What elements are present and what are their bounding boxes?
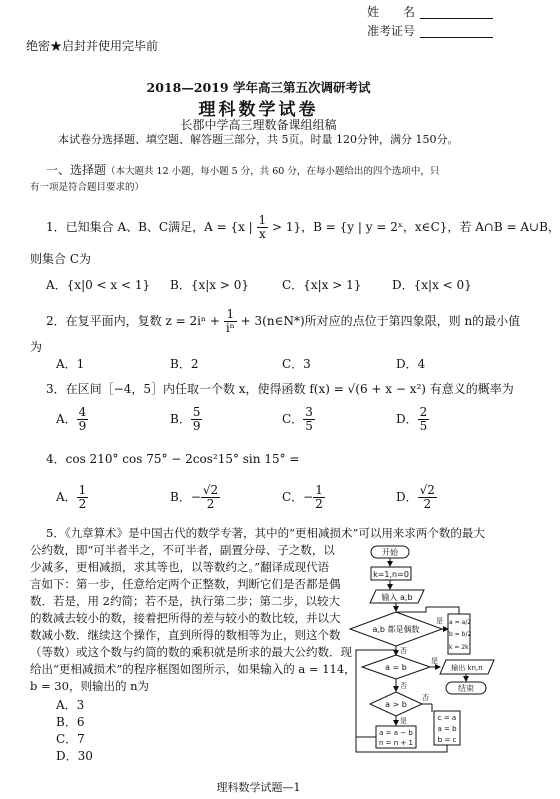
q4-opt-b-num: √2 [202, 483, 219, 497]
q3-opt-b-letter: B． [170, 412, 191, 426]
fc-yes-3: 是 [400, 717, 407, 725]
q1-stem [46, 214, 560, 241]
fc-start-text: 开始 [382, 548, 398, 557]
section-desc: （本大题共 12 小题，每小题 5 分，共 60 分，在每小题给出的四个选项中，只 [106, 166, 440, 177]
q3-opt-d[interactable] [396, 406, 429, 433]
fc-init-box [371, 567, 411, 580]
q5-line-9: 给出“更相减损术”的程序框图如图所示，如果输入的 a = 114， [30, 662, 356, 676]
q5-line-8: （等数）或这个数与约简的数的乘积就是所求的最大公约数．现 [30, 645, 352, 659]
fc-yes-2: 是 [431, 657, 438, 665]
section-heading [46, 163, 439, 179]
intro-text: 本试卷分选择题、填空题、解答题三部分，共 5页。时量 120分钟，满分 150分。 [58, 133, 459, 146]
q3-opt-d-num: 2 [419, 405, 428, 419]
q4-opt-c-den: 2 [315, 497, 323, 511]
q3-opt-b-frac [191, 406, 203, 433]
fc-gt-text: a > b [385, 700, 407, 709]
q4-opt-c[interactable] [282, 484, 325, 511]
q5-opt-c[interactable]: C．7 [56, 732, 85, 746]
q3-opt-a-num: 4 [78, 405, 87, 419]
q1-opt-b[interactable]: B．{x|x > 0} [170, 278, 249, 292]
fc-swap-a: a = b [437, 725, 457, 733]
paper-title: 理科数学试卷 [198, 100, 319, 120]
fc-sub-box [376, 726, 416, 748]
org-label: 长郡中学高三理数备课组组稿 [180, 118, 337, 132]
fc-input-box [370, 590, 424, 603]
fc-eq-diamond [362, 655, 430, 679]
q5-line-5: 数．若是，用 2约简；若不是，执行第二步；第二步，以较大 [30, 594, 340, 608]
q5-opt-b[interactable]: B．6 [56, 715, 85, 729]
fc-yes-1: 是 [436, 617, 443, 625]
q2-stem [46, 308, 520, 335]
q3-opt-d-den: 5 [419, 419, 428, 433]
secret-label: 绝密★启封并使用完毕前 [26, 39, 159, 53]
q4-opt-d-num: √2 [419, 483, 435, 497]
q4-opt-c-num: 1 [315, 483, 323, 497]
q2-opt-c[interactable]: C．3 [282, 357, 311, 371]
fc-input-text: 输入 a,b [381, 593, 413, 602]
q2-post: + 3(n∈N*)所对应的点位于第四象限，则 n的最小值 [236, 314, 521, 328]
q2-opt-d[interactable]: D．4 [396, 357, 426, 371]
q1-line2: 则集合 C为 [30, 252, 91, 266]
q3-opt-c-num: 3 [305, 405, 313, 419]
fc-output-text: 输出 kn,n [451, 664, 483, 672]
q5-line-7: 数减小数．继续这个操作，直到所得的数相等为止，则这个数 [30, 628, 341, 642]
fc-inc-text: n = n + 1 [379, 739, 413, 747]
fc-sub-text: a = a − b [379, 729, 413, 737]
fc-start-box [371, 546, 409, 558]
section-title: 一、选择题 [46, 163, 107, 177]
name-field[interactable] [420, 18, 493, 19]
q3-opt-c-den: 5 [305, 419, 313, 433]
q5-line-3: 少减多，更相减损，求其等也，以等数约之。”翻译成现代语 [30, 560, 330, 574]
q3-opt-d-frac [418, 406, 430, 433]
q3-opt-a[interactable] [56, 406, 88, 433]
fc-no-3: 否 [422, 694, 429, 702]
id-field[interactable] [420, 37, 493, 38]
q4-opt-d-den: 2 [423, 497, 432, 511]
name-label: 姓 名 [367, 5, 416, 19]
q3-opt-c-frac [303, 406, 315, 433]
fc-even-diamond [350, 612, 442, 646]
q3-opt-b[interactable] [170, 406, 202, 433]
q4-opt-d-letter: D． [396, 490, 418, 504]
q2-opt-b[interactable]: B．2 [170, 357, 199, 371]
fc-gt-diamond [370, 692, 422, 716]
q4-opt-b-den: 2 [206, 497, 215, 511]
q4-opt-d-frac [418, 484, 437, 511]
q2-num: 1 [224, 308, 237, 322]
q4-opt-a-frac [77, 484, 89, 511]
fc-swap-b: b = c [437, 736, 457, 744]
q4-opt-b[interactable] [170, 484, 220, 511]
q3-opt-c[interactable] [282, 406, 315, 433]
q5-line-6: 的数减去较小的数，接着把所得的差与较小的数比较，并以大 [30, 611, 341, 625]
fc-k2: k = 2k [449, 644, 469, 651]
fc-init-text: k=1,n=0 [373, 570, 409, 579]
page-footer: 理科数学试题—1 [216, 781, 301, 794]
q3-opt-c-letter: C． [282, 412, 304, 426]
q4-opt-c-frac [313, 484, 325, 511]
q1-opt-d[interactable]: D．{x|x < 0} [392, 278, 472, 292]
exam-title: 2018—2019 学年高三第五次调研考试 [146, 80, 371, 95]
q1-post: > 1}，B = {y | y = 2ˣ，x∈C}，若 A∩B = A∪B， [268, 220, 560, 234]
section-desc-2: 有一项是符合题目要求的） [30, 182, 145, 193]
q4-opt-b-letter: B．− [170, 490, 201, 504]
id-label: 准考证号 [367, 24, 416, 38]
q5-line-2: 公约数，即“可半者半之，不可半者，副置分母、子之数，以 [30, 543, 335, 557]
q3-stem: 3．在区间［−4，5］内任取一个数 x，使得函数 f(x) = √(6 + x − x²) 有意义的概率为 [46, 382, 514, 396]
fc-halve-a: a = a/2 [449, 619, 472, 626]
fc-eq-text: a = b [385, 663, 407, 672]
fc-output-box [440, 660, 494, 674]
q3-opt-a-letter: A． [56, 412, 77, 426]
fc-no-1: 否 [400, 647, 407, 655]
q3-opt-a-den: 9 [78, 419, 87, 433]
q2-pre: 2．在复平面内，复数 z = 2iⁿ + [46, 314, 224, 328]
q2-opt-a[interactable]: A．1 [56, 357, 85, 371]
q4-opt-a-num: 1 [78, 483, 87, 497]
fc-swap-c: c = a [437, 714, 457, 722]
fc-no-2: 否 [400, 682, 407, 690]
q4-stem: 4．cos 210° cos 75° − 2cos²15° sin 15° = [46, 452, 300, 466]
q1-den: x [258, 227, 266, 241]
q1-num: 1 [258, 213, 267, 227]
fc-swap-box [434, 711, 460, 745]
q5-opt-d[interactable]: D．30 [56, 749, 93, 763]
q2-line2: 为 [30, 340, 43, 354]
q4-opt-a-den: 2 [78, 497, 87, 511]
fc-halve-b: b = b/2 [449, 631, 472, 638]
fc-even-text: a,b 都是偶数 [372, 625, 420, 634]
q4-opt-a[interactable] [56, 484, 88, 511]
q4-opt-b-frac [201, 484, 220, 511]
q2-den: iⁿ [225, 321, 235, 335]
fc-end-text: 结束 [458, 684, 474, 693]
q3-opt-d-letter: D． [396, 412, 418, 426]
fc-halve-box [448, 614, 470, 654]
q5-opt-a[interactable]: A．3 [56, 698, 85, 712]
q2-fraction [224, 308, 237, 335]
q1-opt-a[interactable]: A．{x|0 < x < 1} [46, 278, 151, 292]
q1-opt-c[interactable]: C．{x|x > 1} [282, 278, 362, 292]
q4-opt-a-letter: A． [56, 490, 77, 504]
q4-opt-d[interactable] [396, 484, 437, 511]
q4-opt-c-letter: C．− [282, 490, 314, 504]
q3-opt-b-den: 9 [192, 419, 201, 433]
q1-fraction [257, 214, 269, 241]
fc-end-box [446, 682, 486, 694]
q1-pre: 1．已知集合 A、B、C满足，A = {x | [46, 220, 257, 234]
q3-opt-b-num: 5 [192, 405, 201, 419]
q5-line-4: 言如下：第一步，任意给定两个正整数，判断它们是否都是偶 [30, 577, 341, 591]
q5-line-1: 5．《九章算术》是中国古代的数学专著，其中的“更相减损术”可以用来求两个数的最大 [46, 526, 485, 540]
q3-opt-a-frac [77, 406, 89, 433]
q5-line-10: b = 30，则输出的 n为 [30, 679, 150, 693]
